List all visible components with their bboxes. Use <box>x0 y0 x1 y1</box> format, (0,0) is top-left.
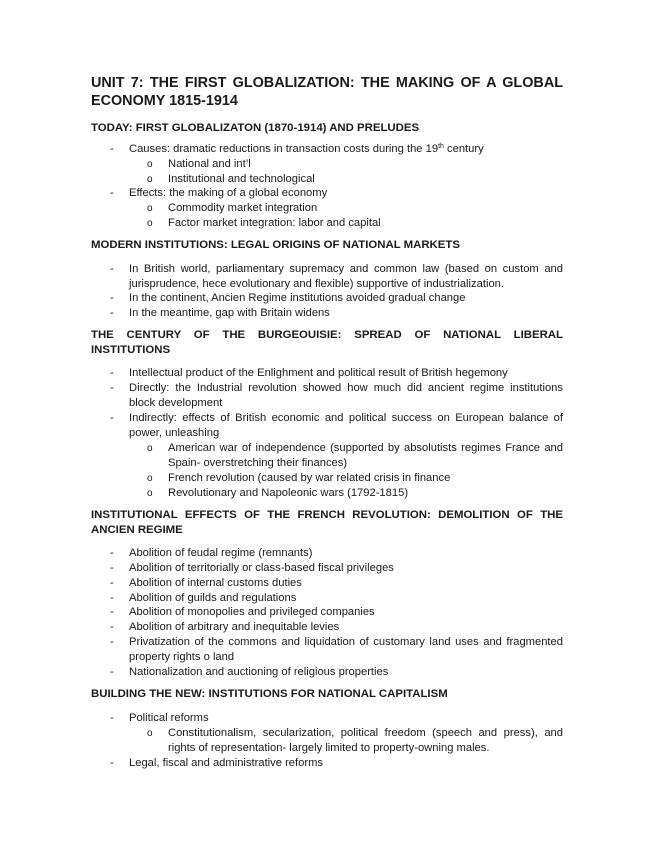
dash-bullet: - <box>110 712 114 724</box>
list-item: Political reforms <box>129 712 209 724</box>
dash-bullet: - <box>110 562 114 574</box>
list-item: Indirectly: effects of British economic and political success on European balance of power, unleashing <box>129 412 563 439</box>
section-heading: INSTITUTIONAL EFFECTS OF THE FRENCH REVOLUTION: DEMOLITION OF THE ANCIEN REGIME <box>91 509 563 536</box>
list-item: Abolition of arbitrary and inequitable levies <box>129 621 340 633</box>
dash-bullet: - <box>110 757 114 769</box>
list-item: Intellectual product of the Enlighment and political result of British hegemony <box>129 367 508 379</box>
page-title: UNIT 7: THE FIRST GLOBALIZATION: THE MAKING OF A GLOBAL ECONOMY 1815-1914 <box>91 75 563 109</box>
dash-bullet: - <box>110 382 114 394</box>
dash-bullet: - <box>110 666 114 678</box>
dash-bullet: - <box>110 143 114 155</box>
dash-bullet: - <box>110 307 114 319</box>
dash-bullet: - <box>110 412 114 424</box>
circle-bullet: o <box>147 488 153 499</box>
list-item: Nationalization and auctioning of religious properties <box>129 666 389 678</box>
dash-bullet: - <box>110 636 114 648</box>
section-heading: MODERN INSTITUTIONS: LEGAL ORIGINS OF NATIONAL MARKETS <box>91 239 460 251</box>
sub-list-item: Commodity market integration <box>168 202 318 214</box>
list-item-text: Causes: dramatic reductions in transaction costs during the 19 <box>129 143 439 155</box>
dash-bullet: - <box>110 621 114 633</box>
circle-bullet: o <box>147 473 153 484</box>
dash-bullet: - <box>110 367 114 379</box>
dash-bullet: - <box>110 577 114 589</box>
sub-list-item: Institutional and technological <box>168 173 315 185</box>
section-heading: THE CENTURY OF THE BURGEOUISIE: SPREAD OF NATIONAL LIBERAL INSTITUTIONS <box>91 329 563 356</box>
circle-bullet: o <box>147 728 153 739</box>
dash-bullet: - <box>110 263 114 275</box>
list-item: In British world, parliamentary supremacy and common law (based on custom and jurisprudence, hece evolutionary and flexible) supportive of industrialization. <box>129 263 563 290</box>
circle-bullet: o <box>147 174 153 185</box>
circle-bullet: o <box>147 443 153 454</box>
sub-list-item: Revolutionary and Napoleonic wars (1792-1815) <box>168 487 409 499</box>
dash-bullet: - <box>110 547 114 559</box>
sub-list-item: National and int’l <box>168 158 251 170</box>
list-item: Abolition of guilds and regulations <box>129 592 297 604</box>
circle-bullet: o <box>147 159 153 170</box>
section-heading: TODAY: FIRST GLOBALIZATON (1870-1914) AND PRELUDES <box>91 122 420 134</box>
list-item: Effects: the making of a global economy <box>129 187 328 199</box>
dash-bullet: - <box>110 292 114 304</box>
dash-bullet: - <box>110 592 114 604</box>
section-heading: BUILDING THE NEW: INSTITUTIONS FOR NATIONAL CAPITALISM <box>91 688 448 700</box>
sub-list-item: Factor market integration: labor and capital <box>168 217 381 229</box>
list-item <box>129 142 484 157</box>
dash-bullet: - <box>110 606 114 618</box>
circle-bullet: o <box>147 218 153 229</box>
sub-list-item: American war of independence (supported by absolutists regimes France and Spain- overstretching their finances) <box>168 442 563 469</box>
list-item: Abolition of monopolies and privileged companies <box>129 606 375 618</box>
sub-list-item: Constitutionalism, secularization, political freedom (speech and press), and rights of representation- largely limited to property-owning males. <box>168 727 563 754</box>
list-item-text: century <box>443 143 484 155</box>
list-item: Privatization of the commons and liquidation of customary land uses and fragmented property rights o land <box>129 636 563 663</box>
circle-bullet: o <box>147 203 153 214</box>
list-item: In the continent, Ancien Regime institutions avoided gradual change <box>129 292 466 304</box>
list-item: Abolition of territorially or class-based fiscal privileges <box>129 562 394 574</box>
list-item: Abolition of internal customs duties <box>129 577 302 589</box>
sub-list-item: French revolution (caused by war related crisis in finance <box>168 472 451 484</box>
list-item: Directly: the Industrial revolution showed how much did ancient regime institutions block development <box>129 382 563 409</box>
list-item: Legal, fiscal and administrative reforms <box>129 757 324 769</box>
dash-bullet: - <box>110 187 114 199</box>
list-item: Abolition of feudal regime (remnants) <box>129 547 313 559</box>
superscript: th <box>438 143 444 150</box>
list-item: In the meantime, gap with Britain widens <box>129 307 330 319</box>
